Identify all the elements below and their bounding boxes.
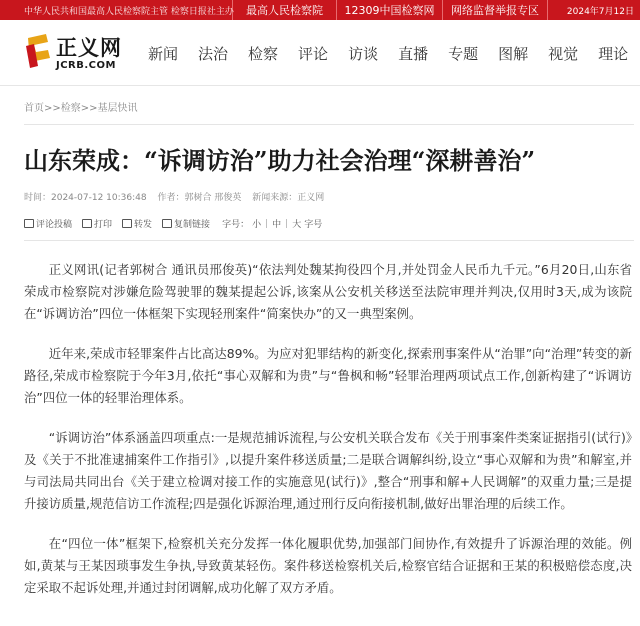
nav-item-commentary[interactable]: 评论 xyxy=(298,44,329,63)
publish-time: 时间：2024-07-12 10:36:48 xyxy=(24,193,147,203)
article-author: 作者：郭树合 邢俊英 xyxy=(157,193,242,203)
font-size-label: 字号： xyxy=(222,220,250,230)
comment-icon xyxy=(24,219,34,228)
site-header xyxy=(0,20,640,86)
share-icon xyxy=(122,219,132,228)
nav-item-visual[interactable]: 视觉 xyxy=(548,44,579,63)
print-label: 打印 xyxy=(94,220,113,230)
divider xyxy=(24,240,634,241)
share-label: 转发 xyxy=(134,220,153,230)
font-size-control: 字号： 小 | 中 | 大 字号 xyxy=(222,218,323,230)
font-size-small[interactable]: 小 xyxy=(252,220,262,230)
site-logo[interactable] xyxy=(24,32,128,76)
print-icon xyxy=(82,219,92,228)
top-link-12309[interactable]: 12309中国检察网 xyxy=(336,0,442,20)
nav-item-news[interactable]: 新闻 xyxy=(148,44,179,63)
article-title: 山东荣成：“诉调访治”助力社会治理“深耕善治” xyxy=(24,146,536,175)
print-button[interactable] xyxy=(82,217,112,230)
nav-item-topics[interactable]: 专题 xyxy=(448,44,479,63)
logo-mark-icon xyxy=(24,32,52,70)
article-paragraph: 在“四位一体”框架下,检察机关充分发挥一体化履职优势,加强部门间协作,有效提升了诉源治理的效能。例如,黄某与王某因琐事发生争执,导致黄某轻伤。案件移送检察机关后,检察官结合证据和王某的积极赔偿态度,决定采取不起诉处理,并通过封闭调解,成功化解了双方矛盾。 xyxy=(24,536,632,595)
top-link-spp[interactable]: 最高人民检察院 xyxy=(232,0,336,20)
breadcrumb[interactable]: 首页>>检察>>基层快讯 xyxy=(24,103,138,114)
nav-item-theory[interactable]: 理论 xyxy=(598,44,629,63)
logo-chinese-text: 正义网 xyxy=(56,35,122,60)
article-paragraph: 正义网讯(记者郭树合 通讯员邢俊英)“依法判处魏某拘役四个月,并处罚金人民币九千元。”6月20日,山东省荣成市检察院对涉嫌危险驾驶罪的魏某提起公诉,该案从公安机关移送至法院审理并判决,仅用时3天,成为该院在“诉调访治”四位一体框架下实现轻刑案件“简案快办”的又一典型案例。 xyxy=(24,262,632,321)
top-link-report[interactable]: 网络监督举报专区 xyxy=(442,0,548,20)
share-button[interactable] xyxy=(122,217,152,230)
font-size-medium[interactable]: 中 xyxy=(272,220,282,230)
top-bar-org-text: 中华人民共和国最高人民检察院主管 检察日报社主办 xyxy=(24,6,234,17)
font-size-tail: 字号 xyxy=(304,220,323,230)
main-nav xyxy=(148,20,640,86)
copy-link-button[interactable] xyxy=(162,217,210,230)
article-container xyxy=(24,102,634,617)
comment-label: 评论投稿 xyxy=(36,220,73,230)
article-paragraph: 近年来,荣成市轻罪案件占比高达89%。为应对犯罪结构的新变化,探索刑事案件从“治罪”向“治理”转变的新路径,荣成市检察院于今年3月,依托“事心双解和为贵”与“鲁枫和畅”轻罪治理两项试点工作,创新构建了“诉调访治”四位一体的轻罪治理体系。 xyxy=(24,346,632,405)
article-meta xyxy=(24,190,634,203)
comment-button[interactable] xyxy=(24,217,72,230)
article-toolbar xyxy=(24,217,634,230)
top-bar xyxy=(0,0,640,20)
copy-link-label: 复制链接 xyxy=(174,220,211,230)
divider xyxy=(24,124,634,125)
news-source: 新闻来源：正义网 xyxy=(252,193,325,203)
article-body xyxy=(24,259,632,599)
nav-item-procuratorate[interactable]: 检察 xyxy=(248,44,279,63)
article-paragraph: “诉调访治”体系涵盖四项重点:一是规范捕诉流程,与公安机关联合发布《关于刑事案件类案证据指引(试行)》及《关于不批准逮捕案件工作指引》,以提升案件移送质量;二是联合调解纠纷,设立“事心双解和为贵”和解室,并与司法局共同出台《关于建立检调对接工作的实施意见(试行)》,整合“刑事和解+人民调解”的双重力量;三是提升接访质量,规范信访工作流程;四是强化诉源治理,通过刑行反向衔接机制,做好出罪治理的后续工作。 xyxy=(24,430,632,511)
nav-item-interview[interactable]: 访谈 xyxy=(348,44,379,63)
top-bar-date: 2024年7月12日 xyxy=(566,6,634,17)
link-icon xyxy=(162,219,172,228)
nav-item-law[interactable]: 法治 xyxy=(198,44,229,63)
nav-item-live[interactable]: 直播 xyxy=(398,44,429,63)
nav-item-illustrated[interactable]: 图解 xyxy=(498,44,529,63)
logo-english-text: JCRB.COM xyxy=(56,60,116,71)
font-size-large[interactable]: 大 xyxy=(292,220,302,230)
